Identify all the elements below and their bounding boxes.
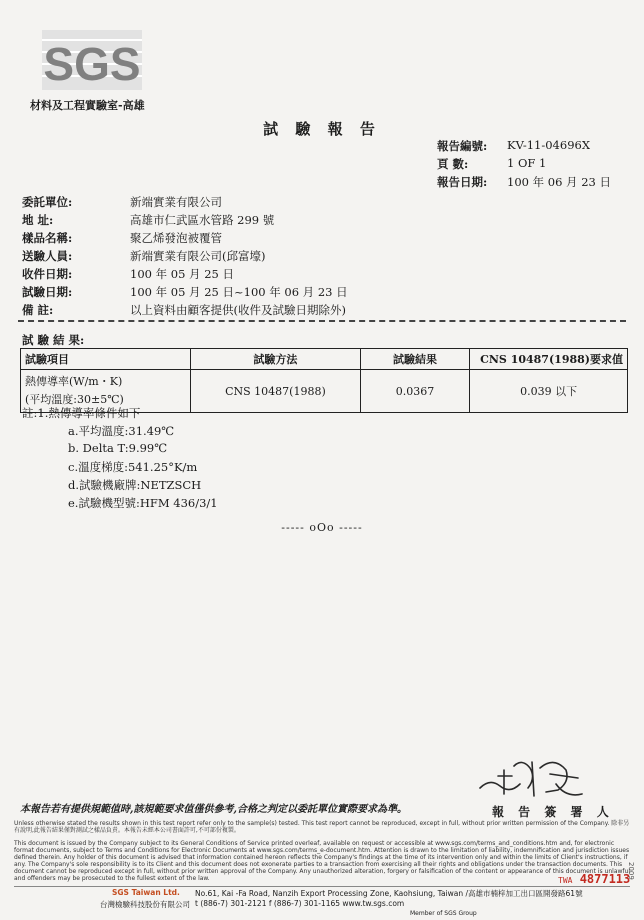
info-value: 高雄市仁武區水管路 299 號 [130, 213, 275, 227]
table-header-row [21, 349, 628, 370]
page-count-label: 頁 數: [437, 157, 469, 171]
footer-divider [14, 886, 630, 887]
company-name-tw: 台灣檢驗科技股份有限公司 [100, 900, 190, 909]
info-row-remark [22, 302, 346, 318]
col-test-method: 試驗方法 [190, 349, 360, 370]
condition-item: b. Delta T:9.99℃ [68, 441, 168, 455]
report-number-label: 報告編號: [437, 139, 488, 153]
page-count-row [437, 156, 546, 172]
handwritten-signature [470, 748, 590, 808]
col-test-result: 試驗結果 [360, 349, 469, 370]
report-date-value: 100 年 06 月 23 日 [507, 175, 611, 189]
serial-prefix: TWA [558, 876, 573, 885]
info-row-test-date [22, 284, 348, 300]
results-heading: 試 驗 結 果: [22, 333, 85, 347]
info-label: 備 註: [22, 303, 54, 317]
report-date-row [437, 174, 611, 190]
info-value: 100 年 05 月 25 日 [130, 267, 234, 281]
info-value: 100 年 05 月 25 日~100 年 06 月 23 日 [130, 285, 348, 299]
condition-item: c.溫度梯度:541.25°K/m [68, 460, 198, 474]
sgs-logo [42, 30, 142, 90]
lab-name: 材料及工程實驗室-高雄 [30, 99, 145, 112]
info-label: 委託單位: [22, 195, 73, 209]
company-address: No.61, Kai -Fa Road, Nanzih Export Processing Zone, Kaohsiung, Taiwan /高雄市楠梓加工出口區開發路61號 [195, 889, 583, 898]
note-heading: 註:1.熱傳導率條件如下 [22, 406, 141, 420]
report-number-row [437, 138, 590, 154]
condition-item: d.試驗機廠牌:NETZSCH [68, 478, 202, 492]
col-test-item: 試驗項目 [21, 349, 191, 370]
cell-test-result: 0.0367 [360, 370, 469, 413]
info-row-submitter [22, 248, 265, 264]
info-value: 以上資料由顧客提供(收件及試驗日期除外) [130, 303, 346, 317]
condition-item: e.試驗機型號:HFM 436/3/1 [68, 496, 218, 510]
disclaimer-text: Unless otherwise stated the results shown in this test report refer only to the sample(s) tested. This test report cannot be reproduced, except in full, without prior written permission of the Company. 除非另有說明,此報告結果僅對測試之樣品負責。本報告未經本公司書面許可,不可部份複製。 [14, 820, 630, 834]
serial-value: 4877113 [579, 872, 631, 886]
info-label: 樣品名稱: [22, 231, 73, 245]
signatory-label: 報 告 簽 署 人 [492, 805, 614, 819]
side-code: 2009 [627, 862, 635, 880]
terms-text: This document is issued by the Company subject to its General Conditions of Service printed overleaf, available on request or accessible at www.sgs.com/terms_and_conditions.htm and, for electronic format documents, subject to Terms and Conditions for Electronic Documents at www.sgs.com/terms_e-document.htm. Attention is drawn to the limitation of liability, indemnification and jurisdiction issues defined therein. Any holder of this document is advised that information contained hereon reflects the Company's findings at the time of its intervention only and within the limits of Client's instructions, if any. The Company's sole responsibility is to its Client and this document does not exonerate parties to a transaction from exercising all their rights and obligations under the transaction documents. This document cannot be reproduced except in full, without prior written approval of the Company. Any unauthorized alteration, forgery or falsification of the content or appearance of this document is unlawful and offenders may be prosecuted to the fullest extent of the law. [14, 840, 630, 882]
test-item-line2: (平均溫度:30±5℃) [25, 393, 124, 406]
test-item-line1: 熱傳導率(W/m・K) [25, 375, 123, 388]
info-label: 試驗日期: [22, 285, 73, 299]
info-value: 新端實業有限公司 [130, 195, 222, 209]
info-value: 新端實業有限公司(邱富壕) [130, 249, 266, 263]
info-row-sample [22, 230, 222, 246]
col-requirement: CNS 10487(1988)要求值 [470, 349, 628, 370]
info-row-received [22, 266, 234, 282]
page-count-value: 1 OF 1 [507, 156, 547, 170]
cell-requirement: 0.039 以下 [470, 370, 628, 413]
serial-number [558, 872, 630, 886]
company-name-en: SGS Taiwan Ltd. [112, 888, 180, 897]
info-row-address [22, 212, 274, 228]
page-title: 試 驗 報 告 [263, 120, 381, 138]
report-date-label: 報告日期: [437, 175, 488, 189]
info-row-client [22, 194, 222, 210]
divider [18, 320, 626, 322]
scope-note: 本報告若有提供規範值時,該規範要求值僅供參考,合格之判定以委託單位實際要求為準。 [20, 804, 407, 815]
member-note: Member of SGS Group [410, 910, 477, 917]
info-label: 送驗人員: [22, 249, 73, 263]
condition-item: a.平均溫度:31.49℃ [68, 424, 175, 438]
report-number-value: KV-11-04696X [507, 138, 591, 152]
info-label: 地 址: [22, 213, 54, 227]
end-mark: ----- oOo ----- [281, 521, 363, 534]
logo-text: SGS [43, 38, 141, 90]
info-label: 收件日期: [22, 267, 73, 281]
company-phone: t (886-7) 301-2121 f (886-7) 301-1165 www.tw.sgs.com [195, 899, 405, 908]
cell-test-method: CNS 10487(1988) [190, 370, 360, 413]
info-value: 聚乙烯發泡被覆管 [130, 231, 222, 245]
results-table [20, 348, 628, 413]
